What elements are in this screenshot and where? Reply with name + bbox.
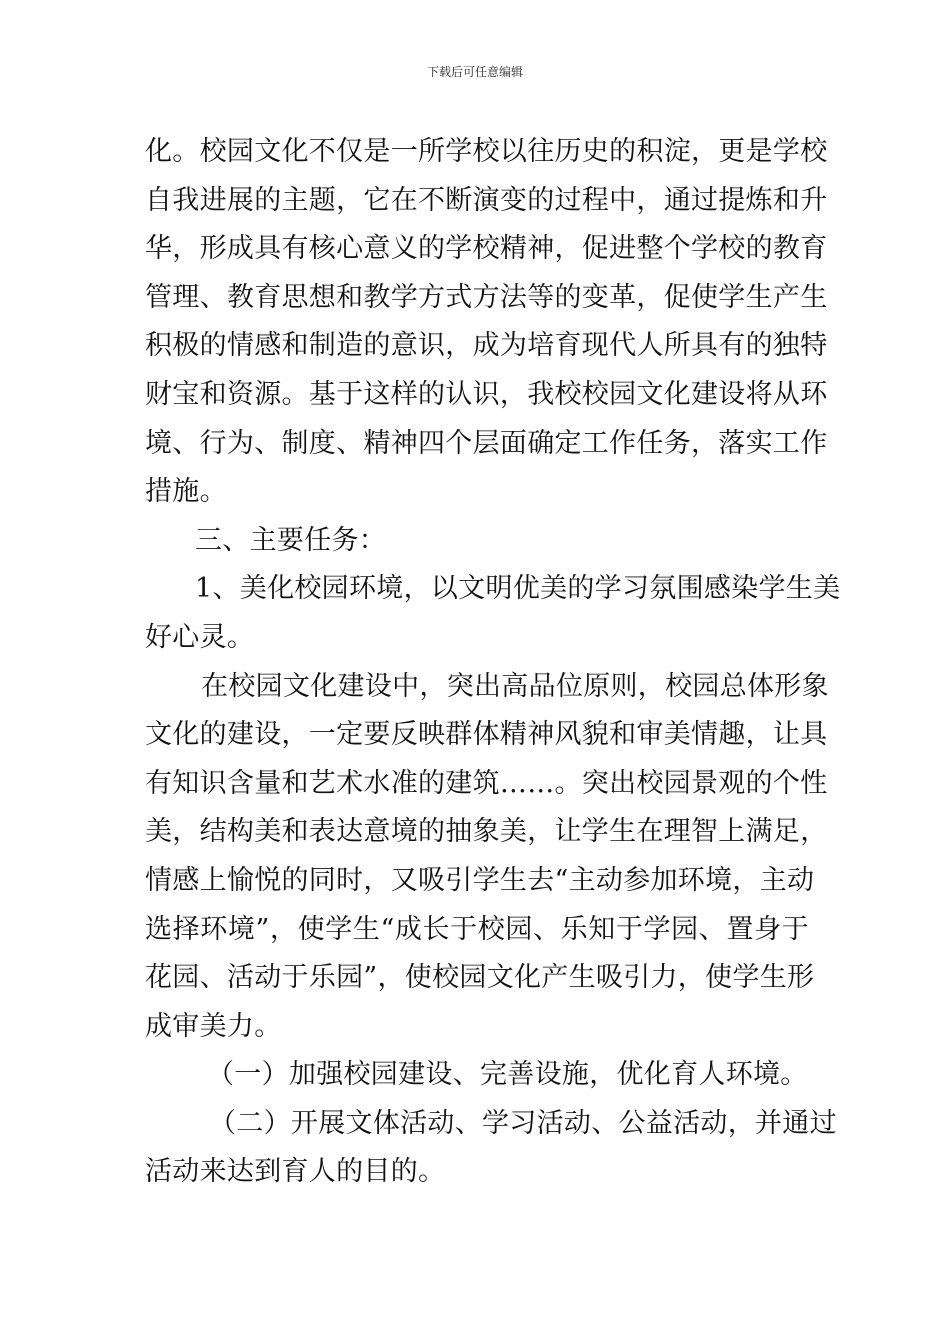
text-line: 管理、教育思想和教学方式方法等的变革，促使学生产生 <box>145 281 828 313</box>
text-line: 文化的建设，一定要反映群体精神风貌和审美情趣，让具 <box>145 719 828 751</box>
text-line: 活动来达到育人的目的。 <box>145 1156 446 1188</box>
text-line: 美，结构美和表达意境的抽象美，让学生在理智上满足， <box>145 816 828 848</box>
section-heading: 三、主要任务： <box>195 524 387 556</box>
page-header: 下载后可任意编辑 <box>426 65 523 79</box>
subsection-heading: （一）加强校园建设、完善设施，优化育人环境。 <box>207 1059 808 1091</box>
text-line: 选择环境”，使学生“成长于校园、乐知于学园、置身于 <box>145 913 809 945</box>
text-line: 自我进展的主题，它在不断演变的过程中，通过提炼和升 <box>145 184 828 216</box>
text-line: 境、行为、制度、精神四个层面确定工作任务，落实工作 <box>145 427 828 459</box>
text-line: 措施。 <box>145 476 227 508</box>
text-line: 1、美化校园环境，以文明优美的学习氛围感染学生美 <box>195 573 841 605</box>
document-body <box>145 128 841 1197</box>
text-line: 好心灵。 <box>145 621 255 653</box>
text-line: 财宝和资源。基于这样的认识，我校校园文化建设将从环 <box>145 378 828 410</box>
text-line: 化。校园文化不仅是一所学校以往历史的积淀，更是学校 <box>145 136 828 167</box>
text-line: 积极的情感和制造的意识，成为培育现代人所具有的独特 <box>145 330 828 362</box>
text-line: （二）开展文体活动、学习活动、公益活动，并通过 <box>209 1107 837 1139</box>
text-line: 情感上愉悦的同时，又吸引学生去“主动参加环境，主动 <box>145 864 815 896</box>
text-line: 在校园文化建设中，突出高品位原则，校园总体形象 <box>201 670 829 702</box>
text-line: 成审美力。 <box>145 1010 282 1042</box>
text-line: 有知识含量和艺术水准的建筑……。突出校园景观的个性 <box>145 767 828 799</box>
text-line: 华，形成具有核心意义的学校精神，促进整个学校的教育 <box>145 233 828 265</box>
text-line: 花园、活动于乐园”，使校园文化产生吸引力，使学生形 <box>145 962 815 994</box>
